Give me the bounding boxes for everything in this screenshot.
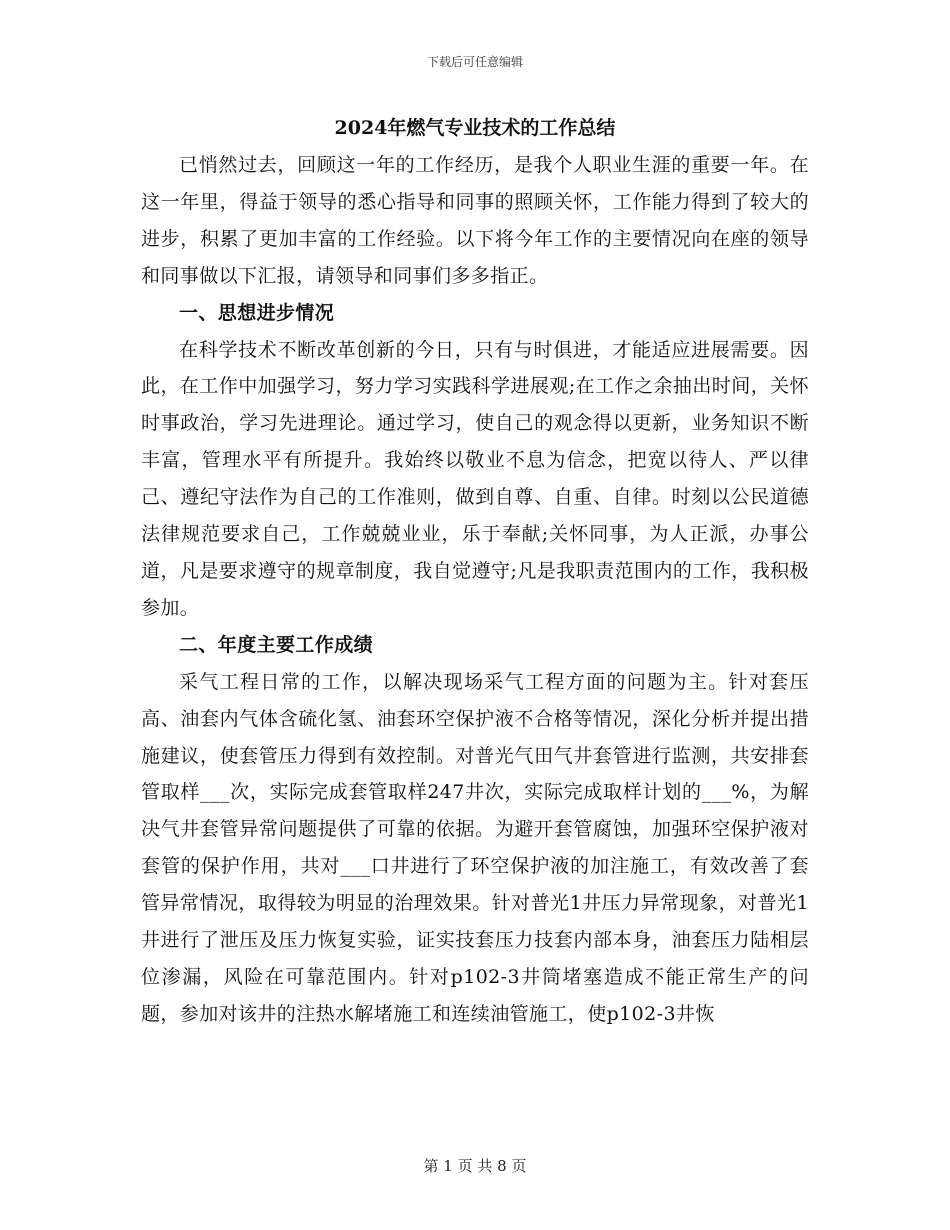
intro-paragraph: 已悄然过去，回顾这一年的工作经历，是我个人职业生涯的重要一年。在这一年里，得益于领导的悉心指导和同事的照顾关怀，工作能力得到了较大的进步，积累了更加丰富的工作经验。以下将今年工作的主要情况向在座的领导和同事做以下汇报，请领导和同事们多多指正。 — [141, 154, 809, 287]
document-title: 2024年燃气专业技术的工作总结 — [334, 117, 616, 139]
section-body-ideology: 在科学技术不断改革创新的今日，只有与时俱进，才能适应进展需要。因此，在工作中加强学习，努力学习实践科学进展观;在工作之余抽出时间，关怀时事政治，学习先进理论。通过学习，使自己的观念得以更新，业务知识不断丰富，管理水平有所提升。我始终以敬业不息为信念，把宽以待人、严以律己、遵纪守法作为自己的工作准则，做到自尊、自重、自律。时刻以公民道德法律规范要求自己，工作兢兢业业，乐于奉献;关怀同事，为人正派，办事公道，凡是要求遵守的规章制度，我自觉遵守;凡是我职责范围内的工作，我积极参加。 — [141, 338, 809, 619]
page-header: 下载后可任意编辑 — [426, 55, 523, 69]
section-heading-achievements: 二、年度主要工作成绩 — [179, 633, 374, 656]
section-heading-ideology: 一、思想进步情况 — [179, 301, 335, 324]
document-body — [141, 110, 809, 1033]
page-number: 第 1 页 共 8 页 — [423, 1157, 527, 1175]
section-body-achievements: 采气工程日常的工作，以解决现场采气工程方面的问题为主。针对套压高、油套内气体含硫化氢、油套环空保护液不合格等情况，深化分析并提出措施建议，使套管压力得到有效控制。对普光气田气井套管进行监测，共安排套管取样___次，实际完成套管取样247井次，实际完成取样计划的___%，为解决气井套管异常问题提供了可靠的依据。为避开套管腐蚀，加强环空保护液对套管的保护作用，共对___口井进行了环空保护液的加注施工，有效改善了套管异常情况，取得较为明显的治理效果。针对普光1井压力异常现象，对普光1井进行了泄压及压力恢复实验，证实技套压力技套内部本身，油套压力陆相层位渗漏，风险在可靠范围内。针对p102-3井筒堵塞造成不能正常生产的问题，参加对该井的注热水解堵施工和连续油管施工，使p102-3井恢 — [141, 670, 809, 1025]
